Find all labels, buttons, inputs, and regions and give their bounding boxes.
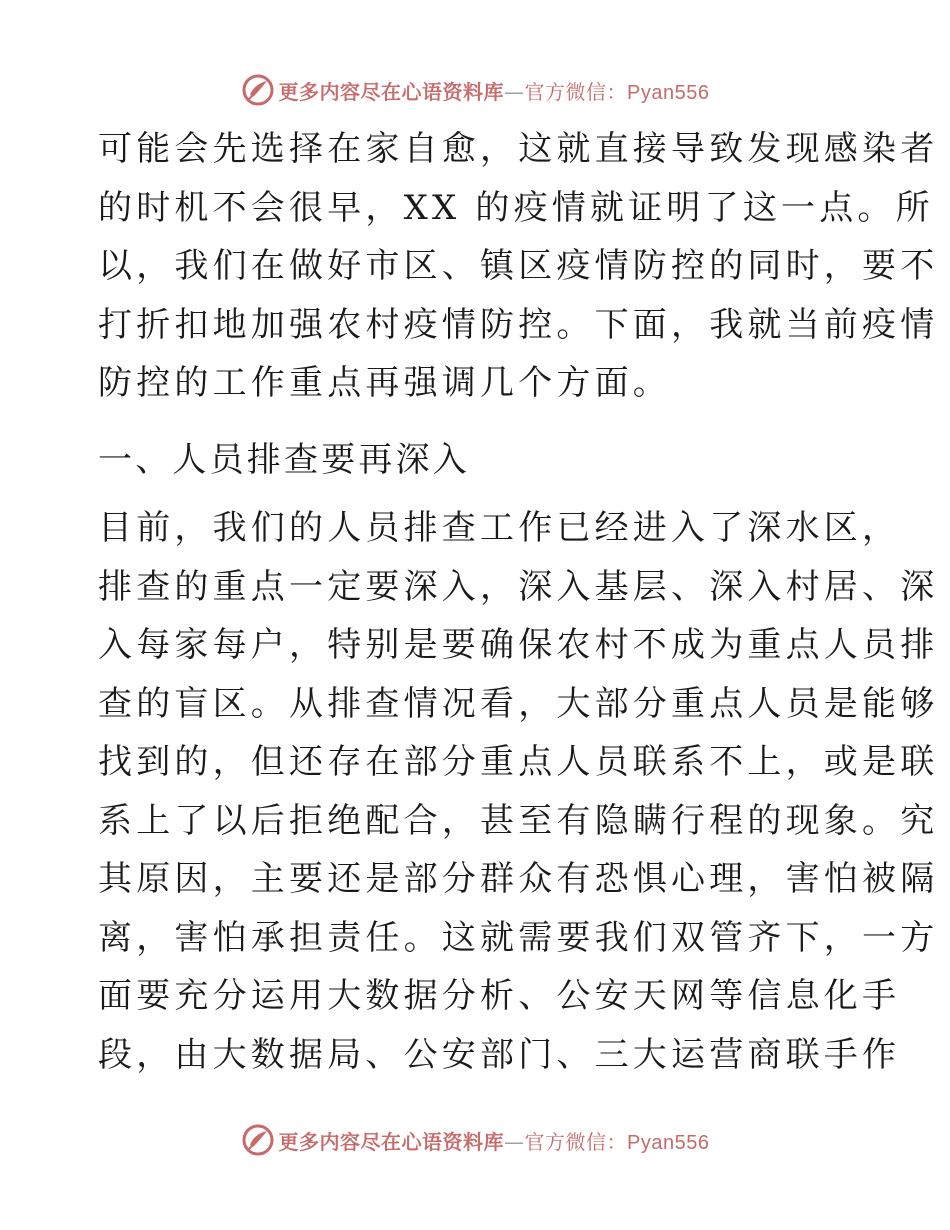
text-line: 系上了以后拒绝配合，甚至有隐瞒行程的现象。究 — [98, 800, 939, 841]
text-line: 其原因，主要还是部分群众有恐惧心理，害怕被隔 — [98, 859, 939, 899]
text-line: 面要充分运用大数据分析、公安天网等信息化手 — [98, 976, 901, 1016]
document-body — [98, 120, 939, 1084]
text-line: 查的盲区。从排查情况看，大部分重点人员是能够 — [98, 683, 939, 724]
text-line: 的时机不会很早，XX 的疫情就证明了这一点。所 — [98, 187, 934, 228]
text-line: 以，我们在做好市区、镇区疫情防控的同时，要不 — [98, 246, 939, 286]
banner-lead-text: 更多内容尽在心语资料库 — [278, 1129, 505, 1154]
banner-lead-text: 更多内容尽在心语资料库 — [278, 79, 505, 104]
quill-book-logo-icon — [241, 73, 275, 107]
text-line: 打折扣地加强农村疫情防控。下面，我就当前疫情 — [98, 304, 939, 345]
section-heading: 一、人员排查要再深入 — [98, 439, 470, 480]
text-line: 目前，我们的人员排查工作已经进入了深水区， — [98, 508, 901, 548]
banner-dash: — — [504, 79, 525, 104]
banner-wechat-id: Pyan556 — [627, 1131, 710, 1154]
text-line: 防控的工作重点再强调几个方面。 — [98, 363, 671, 403]
banner-wechat-label: 官方微信： — [524, 79, 628, 104]
banner-wechat-label: 官方微信： — [524, 1129, 628, 1154]
text-line: 找到的，但还存在部分重点人员联系不上，或是联 — [98, 742, 939, 782]
banner-wechat-id: Pyan556 — [627, 81, 710, 104]
paragraph-1 — [98, 120, 939, 413]
text-line: 可能会先选择在家自愈，这就直接导致发现感染者 — [98, 129, 939, 169]
paragraph-2 — [98, 499, 939, 1084]
quill-book-logo-icon — [241, 1123, 275, 1157]
text-line: 入每家每户，特别是要确保农村不成为重点人员排 — [98, 625, 939, 665]
footer-banner — [0, 1120, 950, 1160]
text-line: 离，害怕承担责任。这就需要我们双管齐下，一方 — [98, 917, 939, 958]
header-banner — [0, 70, 950, 110]
text-line: 排查的重点一定要深入，深入基层、深入村居、深 — [98, 566, 939, 607]
banner-dash: — — [504, 1129, 525, 1154]
text-line: 段，由大数据局、公安部门、三大运营商联手作 — [98, 1034, 901, 1075]
